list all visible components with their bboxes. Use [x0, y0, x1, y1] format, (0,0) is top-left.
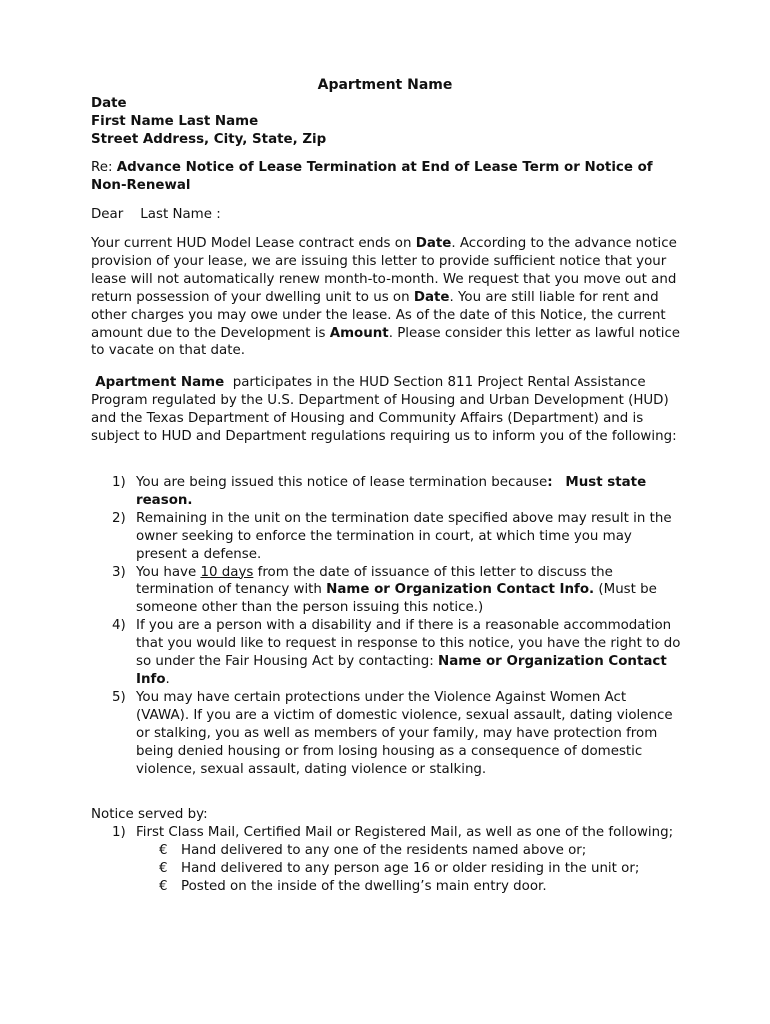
para1-text-2: . According to the advance notice provision of your lease, we are issuing this letter to provide sufficient notice that your lease will not automatically renew month-to-month. We request that you move out and return possession of your dwelling unit to us on [91, 236, 677, 305]
para1-text-3: . You are still liable for rent and other charges you may owe under the lease. As of the date of this Notice, the current amount due to the Development is [91, 289, 666, 341]
bullet-item [91, 842, 683, 860]
item4-text-2: . [165, 671, 170, 687]
item3-text-2: from the date of issuance of this letter to discuss the termination of tenancy with [136, 564, 613, 598]
item4-contact: Name or Organization Contact Info [136, 654, 667, 687]
bullet-item [91, 860, 683, 878]
apartment-name-title: Apartment Name [317, 77, 453, 93]
para1-date-2: Date [413, 289, 450, 305]
list-item [91, 564, 683, 618]
notice-items-list [91, 474, 683, 778]
list-text [136, 617, 683, 689]
bullet-text: Hand delivered to any one of the residents named above or; [181, 842, 587, 858]
item1-text: You are being issued this notice of lease termination because [136, 475, 548, 490]
list-text [136, 564, 683, 618]
list-item [91, 510, 683, 564]
subject-line [91, 159, 691, 195]
salutation-last-name: Last Name [140, 207, 212, 222]
item3-days: 10 days [200, 564, 254, 580]
bullet-symbol: € [159, 860, 168, 876]
bullet-text: Posted on the inside of the dwelling’s main entry door. [181, 878, 547, 894]
program-paragraph [91, 374, 683, 446]
list-number: 3) [112, 564, 126, 580]
address-street: Street Address, City, State, Zip [91, 131, 327, 147]
list-item [91, 824, 683, 842]
salutation-dear: Dear [91, 207, 124, 222]
item4-text-1: If you are a person with a disability and if there is a reasonable accommodation that you would like to request in response to this notice, you have the right to do so under the Fair Housing Act by contacting: [136, 618, 681, 670]
address-name: First Name Last Name [91, 113, 259, 129]
list-text: You may have certain protections under the Violence Against Women Act (VAWA). If you are a victim of domestic violence, sexual assault, dating violence or stalking, you as well as members of your family, may have protection from being denied housing or from losing housing as a consequence of domestic violence, sexual assault, dating violence or stalking. [136, 689, 673, 777]
list-number: 5) [112, 689, 126, 705]
item3-text-3: (Must be someone other than the person issuing this notice.) [136, 582, 657, 616]
bullet-symbol: € [159, 878, 168, 894]
recipient-address-block [91, 95, 326, 149]
item3-contact: Name or Organization Contact Info. [326, 582, 595, 598]
salutation [91, 206, 221, 224]
list-text [136, 474, 683, 510]
subject-text: Advance Notice of Lease Termination at End of Lease Term or Notice of Non-Renewal [91, 160, 653, 193]
list-text: Remaining in the unit on the termination date specified above may result in the owner seeking to enforce the termination in court, at which time you may present a defense. [136, 510, 672, 562]
notice-served-section [91, 806, 683, 896]
para2-apartment-name: Apartment Name [95, 375, 225, 390]
para2-text: participates in the HUD Section 811 Project Rental Assistance Program regulated by the U.S. Department of Housing and Urban Development (HUD) and the Texas Department of Housing and Community Affairs (Department) and is subject to HUD and Department regulations requiring us to inform you of the following: [91, 375, 677, 444]
list-number: 1) [112, 824, 126, 840]
list-number: 1) [112, 475, 126, 490]
lease-end-paragraph [91, 235, 683, 360]
para1-date-1: Date [415, 236, 452, 251]
served-heading: Notice served by: [91, 807, 208, 822]
list-number: 4) [112, 618, 126, 634]
list-item [91, 617, 683, 689]
list-number: 2) [112, 510, 126, 526]
bullet-item [91, 878, 683, 896]
bullet-text: Hand delivered to any person age 16 or older residing in the unit or; [181, 860, 640, 876]
salutation-colon: : [211, 207, 221, 222]
address-date: Date [91, 96, 127, 111]
para1-amount: Amount [329, 325, 389, 341]
list-item [91, 474, 683, 510]
item1-reason: Must state reason. [136, 475, 647, 508]
list-text: First Class Mail, Certified Mail or Registered Mail, as well as one of the following; [136, 824, 674, 840]
item1-colon: : [547, 475, 553, 490]
bullet-symbol: € [159, 842, 168, 858]
subject-prefix: Re: [91, 160, 117, 175]
list-item [91, 689, 683, 779]
para1-text-1: Your current HUD Model Lease contract ends on [91, 236, 416, 251]
para1-text-4: . Please consider this letter as lawful notice to vacate on that date. [91, 325, 681, 359]
item3-text-1: You have [136, 564, 201, 580]
